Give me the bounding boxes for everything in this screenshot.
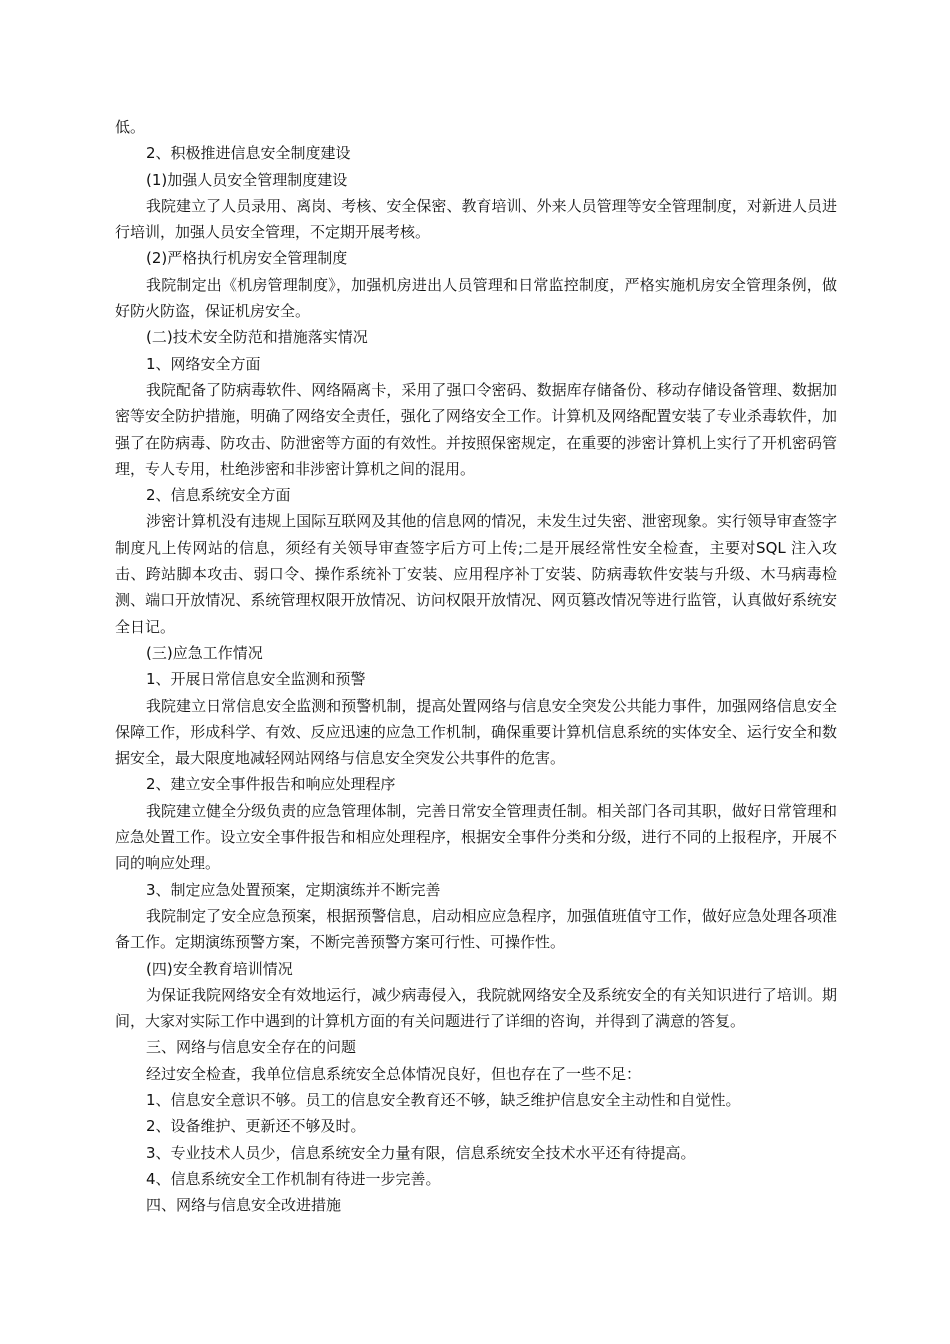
paragraph: 1、网络安全方面 [146,354,261,373]
paragraph: 我院建立健全分级负责的应急管理体制，完善日常安全管理责任制。相关部门各司其职，做好日常管理和应急处置工作。设立安全事件报告和相应处理程序，根据安全事件分类和分级，进行不同的上报程序，开展不同的响应处理。 [115,801,837,873]
paragraph: 2、建立安全事件报告和响应处理程序 [146,775,396,794]
paragraph: 2、设备维护、更新还不够及时。 [146,1117,366,1136]
paragraph: 3、专业技术人员少，信息系统安全力量有限，信息系统安全技术水平还有待提高。 [146,1143,696,1162]
paragraph: 三、网络与信息安全存在的问题 [146,1038,357,1057]
paragraph: 1、信息安全意识不够。员工的信息安全教育还不够，缺乏维护信息安全主动性和自觉性。 [146,1090,741,1109]
paragraph: 2、信息系统安全方面 [146,486,291,505]
paragraph: (二)技术安全防范和措施落实情况 [146,328,368,347]
paragraph: 3、制定应急处置预案，定期演练并不断完善 [146,880,441,899]
document-body [115,114,837,1218]
paragraph: 我院制定出《机房管理制度》，加强机房进出人员管理和日常监控制度，严格实施机房安全管理条例，做好防火防盗，保证机房安全。 [115,275,837,321]
paragraph: (2)严格执行机房安全管理制度 [146,249,348,268]
paragraph: (1)加强人员安全管理制度建设 [146,170,348,189]
paragraph: 我院建立日常信息安全监测和预警机制，提高处置网络与信息安全突发公共能力事件，加强网络信息安全保障工作，形成科学、有效、反应迅速的应急工作机制，确保重要计算机信息系统的实体安全、运行安全和数据安全，最大限度地减轻网站网络与信息安全突发公共事件的危害。 [115,696,837,768]
paragraph: 四、网络与信息安全改进措施 [146,1196,342,1215]
paragraph: 我院制定了安全应急预案，根据预警信息，启动相应应急程序，加强值班值守工作，做好应急处理各项准备工作。定期演练预警方案，不断完善预警方案可行性、可操作性。 [115,906,837,952]
paragraph: (三)应急工作情况 [146,643,263,662]
paragraph: (四)安全教育培训情况 [146,959,293,978]
paragraph: 涉密计算机没有违规上国际互联网及其他的信息网的情况，未发生过失密、泄密现象。实行领导审查签字制度凡上传网站的信息，须经有关领导审查签字后方可上传;二是开展经常性安全检查，主要对SQL 注入攻击、跨站脚本攻击、弱口令、操作系统补丁安装、应用程序补丁安装、防病毒软件安装与升级、木马病毒检测、端口开放情况、系统管理权限开放情况、访问权限开放情况、网页篡改情况等进行监管，认真做好系统安全日记。 [115,512,837,636]
paragraph: 1、开展日常信息安全监测和预警 [146,670,366,689]
paragraph: 我院配备了防病毒软件、网络隔离卡，采用了强口令密码、数据库存储备份、移动存储设备管理、数据加密等安全防护措施，明确了网络安全责任，强化了网络安全工作。计算机及网络配置安装了专业杀毒软件，加强了在防病毒、防攻击、防泄密等方面的有效性。并按照保密规定，在重要的涉密计算机上实行了开机密码管理，专人专用，杜绝涉密和非涉密计算机之间的混用。 [115,380,837,478]
paragraph: 为保证我院网络安全有效地运行，减少病毒侵入，我院就网络安全及系统安全的有关知识进行了培训。期间，大家对实际工作中遇到的计算机方面的有关问题进行了详细的咨询，并得到了满意的答复。 [115,985,837,1031]
paragraph: 经过安全检查，我单位信息系统安全总体情况良好，但也存在了一些不足： [146,1064,642,1083]
paragraph: 4、信息系统安全工作机制有待进一步完善。 [146,1169,441,1188]
paragraph: 低。 [115,118,146,136]
paragraph: 2、积极推进信息安全制度建设 [146,144,351,163]
paragraph: 我院建立了人员录用、离岗、考核、安全保密、教育培训、外来人员管理等安全管理制度，对新进人员进行培训，加强人员安全管理，不定期开展考核。 [115,196,837,242]
